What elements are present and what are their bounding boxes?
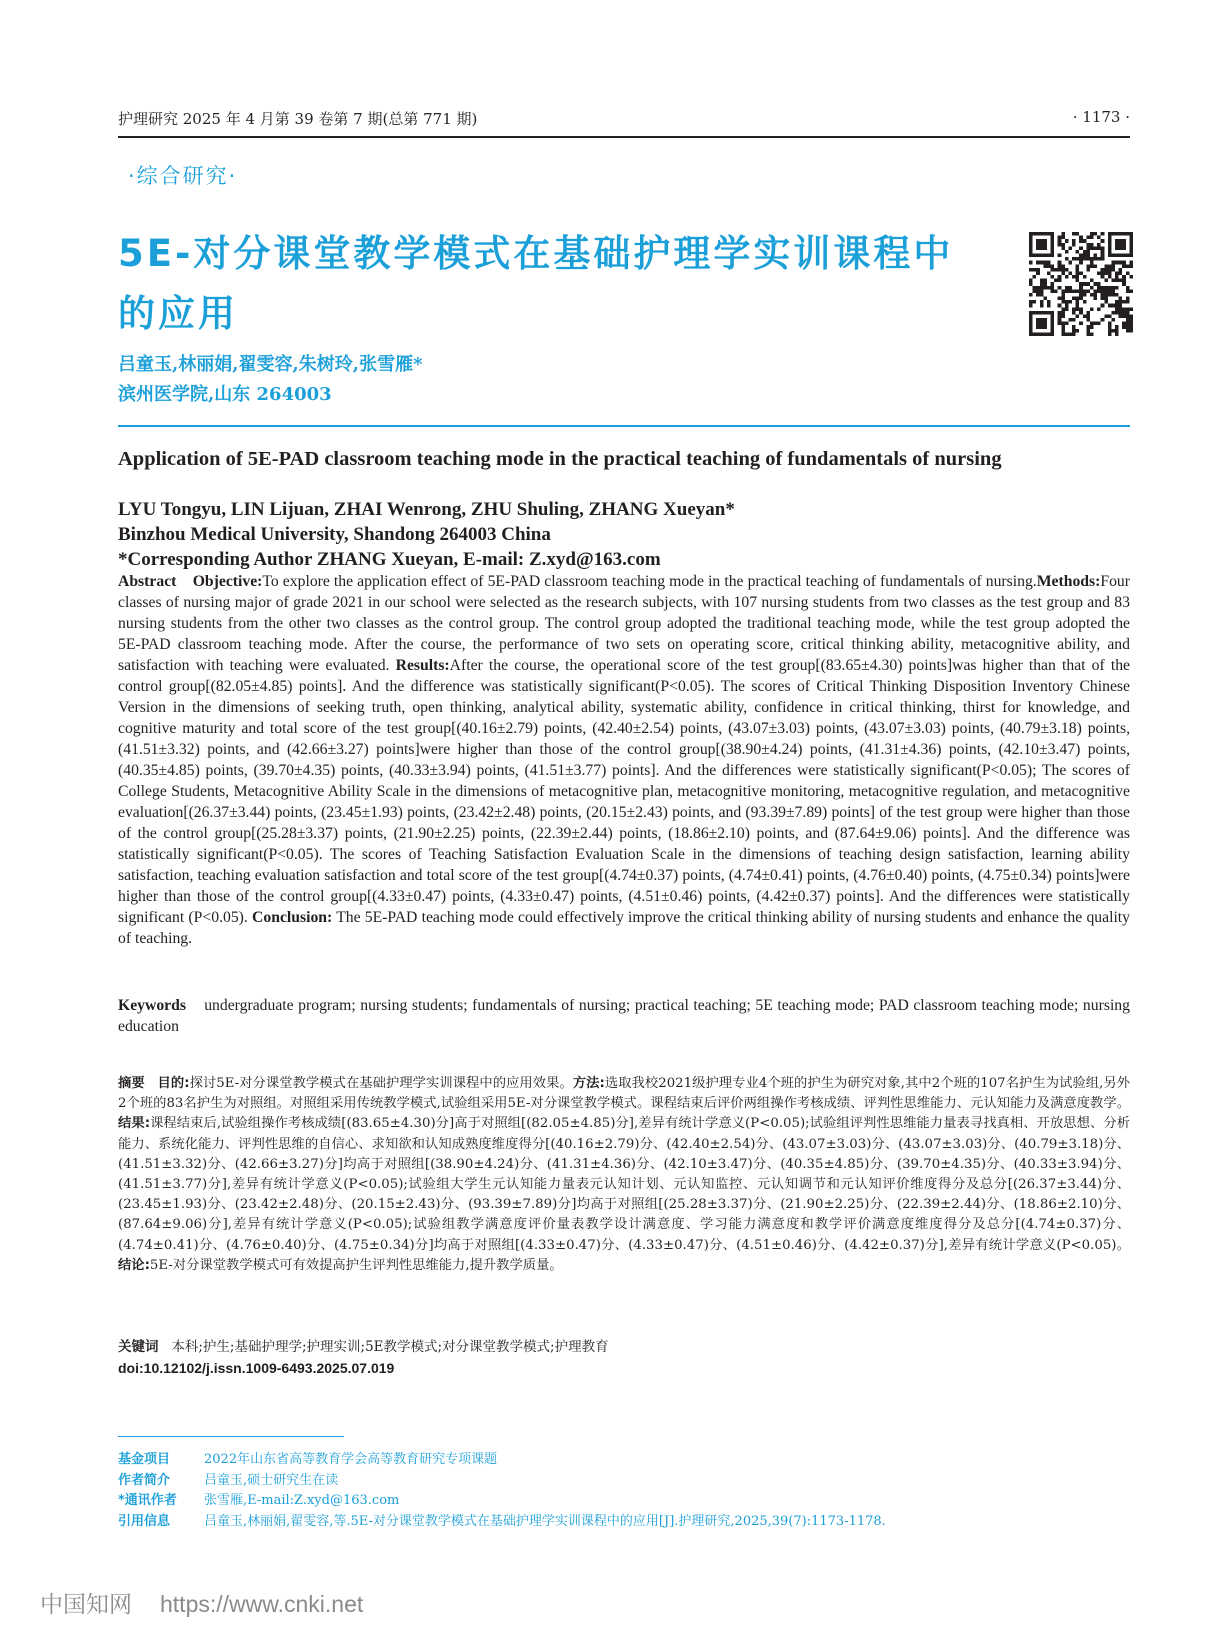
abstract-cn (118, 1074, 1130, 1276)
keywords-text: undergraduate program; nursing students; fundamentals of nursing; practical teaching; 5E teaching mode; PAD classroom teaching mode; nursing education (118, 997, 1130, 1035)
results-label: Results: (395, 657, 450, 674)
conclusion-label-cn: 结论: (118, 1257, 150, 1273)
watermark-site: 中国知网 (40, 1591, 132, 1617)
keywords-label: Keywords (118, 997, 186, 1014)
journal-issue: 护理研究 2025 年 4 月第 39 卷第 7 期(总第 771 期) (118, 110, 478, 128)
authors-cn: 吕童玉,林丽娟,翟雯容,朱树玲,张雪雁* (118, 354, 423, 375)
keywords-en (118, 995, 1130, 1037)
methods-text-cn: 选取我校2021级护理专业4个班的护生为研究对象,其中2个班的107名护生为试验组,另外2个班的83名护生为对照组。对照组采用传统教学模式,试验组采用5E-对分课堂教学模式。课程结束后评价两组操作考核成绩、评判性思维能力、元认知能力及满意度教学。 (118, 1076, 1131, 1112)
methods-label-cn: 方法: (572, 1076, 605, 1091)
affiliation-en: Binzhou Medical University, Shandong 264003 China (118, 524, 551, 545)
methods-text: Four classes of nursing major of grade 2021 in our school were selected as the research subjects, with 107 nursing students from two classes as the test group and 83 nursing students from the other two classes as the control group. The control group adopted the traditional teaching mode, while the test group adopted the 5E‑PAD classroom teaching mode. After the course, the performance of two sets on operating score, critical thinking ability, metacognitive ability, and satisfaction with teaching were evaluated. (118, 573, 1130, 674)
footnote-divider (118, 1436, 344, 1437)
results-text: After the course, the operational score of the test group[(83.65±4.30) points]was higher than that of the control group[(82.05±4.85) points]. And the difference was statistically significant(P<0.05). The scores of Critical Thinking Disposition Inventory Chinese Version in the dimensions of seeking truth, open thinking, analytical ability, systematic ability, confidence in critical thinking, thirst for knowledge, and cognitive maturity and total score of the test group[(40.16±2.79) points, (42.40±2.54) points, (43.07±3.03) points, (43.07±3.03) points, (40.79±3.18) points, (41.51±3.32) points, and (42.66±3.27) points]were higher than those of the control group[(38.90±4.24) points, (41.31±4.36) points, (42.10±3.47) points, (40.35±4.85) points, (39.70±4.35) points, (40.33±3.94) points, (41.51±3.77) points]. And the differences were statistically significant(P<0.05); The scores of College Students, Metacognitive Ability Scale in the dimensions of metacognitive plan, metacognitive monitoring, metacognitive regulation, and metacognitive evaluation[(26.37±3.44) points, (23.45±1.93) points, (23.42±2.48) points, (20.15±2.43) points, and (93.39±7.89) points] of the test group were higher than those of the control group[(25.28±3.37) points, (21.90±2.25) points, (22.39±2.44) points, (18.86±2.10) points, and (87.64±9.06) points]. And the difference was statistically significant(P<0.05). The scores of Teaching Satisfaction Evaluation Scale in the dimensions of teaching design satisfaction, learning ability satisfaction, teaching evaluation satisfaction and total score of the test group[(4.74±0.37) points, (4.74±0.41) points, (4.76±0.40) points, (4.75±0.34) points]were higher than those of the control group[(4.33±0.47) points, (4.33±0.47) points, (4.51±0.46) points, (4.42±0.37) points]. And the differences were statistically significant (P<0.05). (118, 657, 1131, 926)
footnotes (118, 1450, 886, 1532)
keywords-label-cn: 关键词 (118, 1339, 159, 1355)
footnote-text: 2022年山东省高等教育学会高等教育研究专项课题 (204, 1452, 498, 1467)
running-head (118, 100, 1130, 138)
abstract-en (118, 571, 1130, 949)
results-label-cn: 结果: (118, 1116, 151, 1132)
footnote-label: 引用信息 (118, 1513, 171, 1529)
keywords-cn (118, 1337, 1130, 1357)
objective-label-cn: 目的: (157, 1076, 190, 1091)
section-tag: ·综合研究· (128, 164, 238, 188)
article-title-cn: 5E-对分课堂教学模式在基础护理学实训课程中的应用 (118, 232, 954, 335)
footnote-label: 作者简介 (118, 1472, 171, 1488)
objective-label: Objective: (192, 573, 263, 590)
conclusion-label: Conclusion: (252, 909, 333, 926)
watermark-url[interactable]: https://www.cnki.net (160, 1591, 364, 1617)
footnote-citation (118, 1512, 886, 1533)
footnote-corresponding (118, 1491, 886, 1512)
doi[interactable]: doi:10.12102/j.issn.1009-6493.2025.07.019 (118, 1360, 395, 1376)
footnote-text: 吕童玉,硕士研究生在读 (204, 1472, 339, 1488)
objective-text: To explore the application effect of 5E‑PAD classroom teaching mode in the practical teaching of fundamentals of nursing. (262, 573, 1037, 590)
author-block-en (118, 497, 735, 572)
footnote-funding (118, 1450, 886, 1471)
conclusion-text: The 5E‑PAD teaching mode could effectively improve the critical thinking ability of nursing students and enhance the quality of teaching. (118, 909, 1131, 947)
keywords-text-cn: 本科;护生;基础护理学;护理实训;5E教学模式;对分课堂教学模式;护理教育 (171, 1339, 609, 1355)
authors-en: LYU Tongyu, LIN Lijuan, ZHAI Wenrong, ZHU Shuling, ZHANG Xueyan* (118, 499, 735, 520)
footnote-text: 张雪雁,E-mail:Z.xyd@163.com (204, 1493, 400, 1508)
affiliation-cn: 滨州医学院,山东 264003 (118, 384, 332, 405)
footnote-author-bio (118, 1471, 886, 1492)
results-text-cn: 课程结束后,试验组操作考核成绩[(83.65±4.30)分]高于对照组[(82.05±4.85)分],差异有统计学意义(P<0.05);试验组评判性思维能力量表寻找真相、开放思想、分析能力、系统化能力、评判性思维的自信心、求知欲和认知成熟度维度得分[(40.16±2.79)分、(42.40±2.54)分、(43.07±3.03)分、(43.07±3.03)分、(40.79±3.18)分、(41.51±3.32)分、(42.66±3.27)分]均高于对照组[(38.90±4.24)分、(41.31±4.36)分、(42.10±3.47)分、(40.35±4.85)分、(39.70±4.35)分、(40.33±3.94)分、(41.51±3.77)分],差异有统计学意义(P<0.05);试验组大学生元认知能力量表元认知计划、元认知监控、元认知调节和元认知评价维度得分及总分[(26.37±3.44)分、(23.45±1.93)分、(23.42±2.48)分、(20.15±2.43)分、(93.39±7.89)分]均高于对照组[(25.28±3.37)分、(21.90±2.25)分、(22.39±2.44)分、(18.86±2.10)分、(87.64±9.06)分],差异有统计学意义(P<0.05);试验组教学满意度评价量表教学设计满意度、学习能力满意度和教学评价满意度维度得分及总分[(4.74±0.37)分、(4.74±0.41)分、(4.76±0.40)分、(4.75±0.34)分]均高于对照组[(4.33±0.47)分、(4.33±0.47)分、(4.51±0.46)分、(4.42±0.37)分],差异有统计学意义(P<0.05)。 (118, 1116, 1130, 1253)
methods-label: Methods: (1036, 573, 1101, 590)
divider (118, 425, 1130, 427)
article-title-en: Application of 5E‑PAD classroom teaching mode in the practical teaching of fundamentals of nursing (118, 448, 1002, 470)
footnote-text: 吕童玉,林丽娟,翟雯容,等.5E-对分课堂教学模式在基础护理学实训课程中的应用[J].护理研究,2025,39(7):1173-1178. (204, 1513, 886, 1529)
cnki-watermark (40, 1586, 391, 1619)
abstract-label-cn: 摘要 (118, 1076, 145, 1091)
objective-text-cn: 探讨5E-对分课堂教学模式在基础护理学实训课程中的应用效果。 (189, 1076, 573, 1091)
conclusion-text-cn: 5E-对分课堂教学模式可有效提高护生评判性思维能力,提升教学质量。 (149, 1257, 563, 1273)
qr-code-icon (1029, 232, 1133, 336)
page-number: · 1173 · (1072, 108, 1130, 126)
abstract-label: Abstract (118, 573, 177, 590)
corresponding-author-en: *Corresponding Author ZHANG Xueyan, E‑mail: Z.xyd@163.com (118, 549, 661, 570)
footnote-label: *通讯作者 (118, 1493, 177, 1508)
footnote-label: 基金项目 (118, 1452, 171, 1467)
